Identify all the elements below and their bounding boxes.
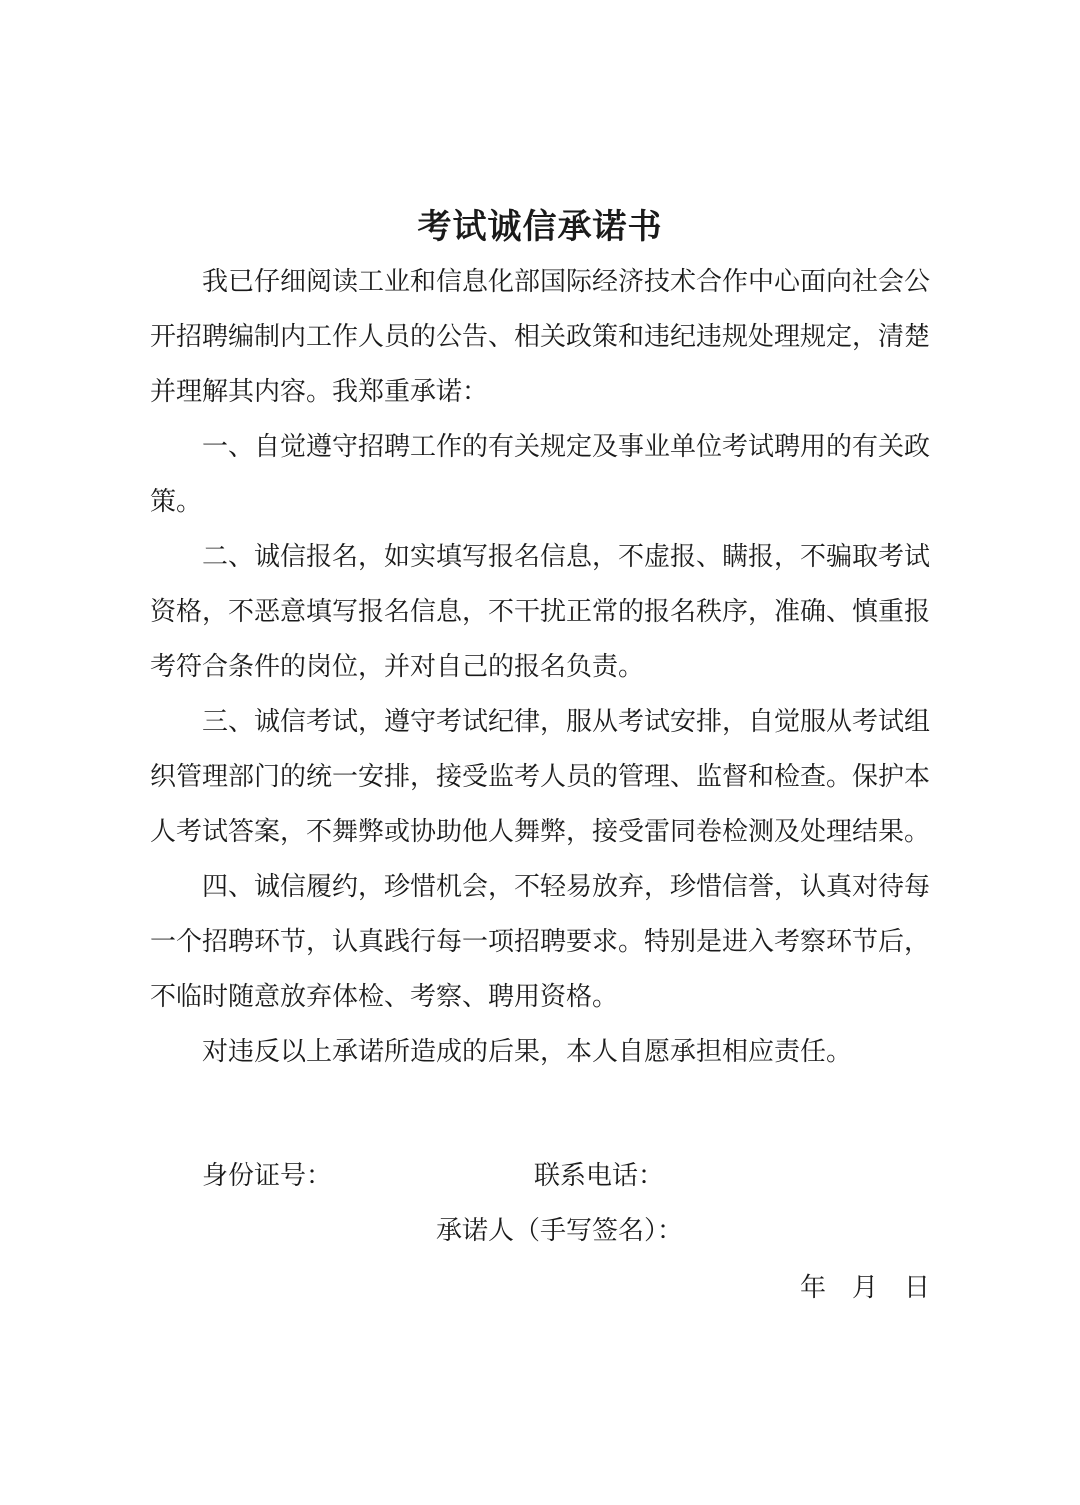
paragraph-commitment-3: 三、诚信考试，遵守考试纪律，服从考试安排，自觉服从考试组织管理部门的统一安排，接受监考人员的管理、监督和检查。保护本人考试答案，不舞弊或协助他人舞弊，接受雷同卷检测及处理结果。 — [150, 707, 931, 847]
paragraph-intro: 我已仔细阅读工业和信息化部国际经济技术合作中心面向社会公开招聘编制内工作人员的公告、相关政策和违纪违规处理规定，清楚并理解其内容。我郑重承诺： — [150, 267, 931, 407]
paragraph-closing: 对违反以上承诺所造成的后果，本人自愿承担相应责任。 — [202, 1037, 853, 1067]
paragraph-commitment-2: 二、诚信报名，如实填写报名信息，不虚报、瞒报，不骗取考试资格，不恶意填写报名信息，不干扰正常的报名秩序，准确、慎重报考符合条件的岗位，并对自己的报名负责。 — [150, 542, 931, 682]
document-title: 考试诚信承诺书 — [417, 207, 663, 247]
paragraph-commitment-4: 四、诚信履约，珍惜机会，不轻易放弃，珍惜信誉，认真对待每一个招聘环节，认真践行每一项招聘要求。特别是进入考察环节后，不临时随意放弃体检、考察、聘用资格。 — [150, 872, 931, 1012]
month-label: 月 — [851, 1273, 878, 1303]
day-label: 日 — [903, 1273, 930, 1303]
signer-label: 承诺人（手写签名）： — [436, 1216, 684, 1246]
paragraph-commitment-1: 一、自觉遵守招聘工作的有关规定及事业单位考试聘用的有关政策。 — [150, 432, 931, 517]
year-label: 年 — [799, 1273, 826, 1303]
id-number-label: 身份证号： — [202, 1161, 333, 1191]
phone-label: 联系电话： — [534, 1161, 665, 1191]
document-body — [150, 255, 930, 1080]
date-line — [800, 1262, 930, 1314]
